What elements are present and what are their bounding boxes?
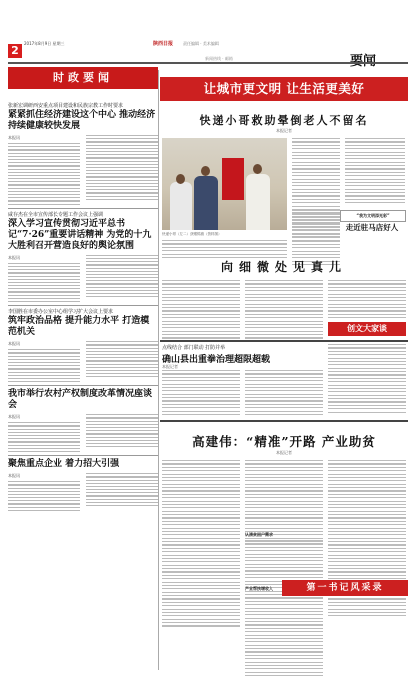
news-item [8, 389, 158, 452]
column-label: “我为文明添光彩” [340, 210, 406, 222]
story-title[interactable]: 向细微处见真儿 [220, 260, 347, 274]
column-tag: 创文大家谈 [328, 322, 406, 336]
news-headline[interactable]: 我市举行农村产权制度改革情况座谈会 [8, 389, 153, 411]
section-rule [160, 420, 408, 422]
story-subhead: 产业帮扶增收入 [245, 586, 273, 591]
column-title: 走近驻马店好人 [345, 223, 399, 232]
news-kicker: 李国胜在市委办公室中心组学习扩大会议上要求 [8, 309, 114, 316]
news-byline: 本报讯 [8, 254, 20, 260]
story-kicker: 点线结合 部门联动 打防并举 [162, 345, 226, 351]
news-item [8, 212, 158, 302]
news-item [8, 459, 158, 511]
newspaper-logo: 陕西日报 [153, 41, 174, 47]
news-item [8, 103, 158, 205]
editor-meta: 责任编辑 · 美术编辑 [183, 41, 219, 46]
news-item [8, 309, 158, 382]
column-tag: 第一书记风采录 [282, 580, 408, 596]
sidebar-news [8, 67, 158, 667]
story-byline: 本报记者 [162, 364, 178, 369]
news-headline[interactable]: 深入学习宣传贯彻习近平总书记“7·26”重要讲话精神 为党的十九大胜利召开营造良好的舆论氛围 [8, 218, 152, 251]
story-byline: 本报记者 [276, 128, 292, 133]
story-byline: 本报记者 [276, 450, 292, 455]
story-title[interactable]: 高建伟：“精准”开路 产业助贫 [192, 434, 376, 449]
news-photo [162, 138, 287, 230]
news-headline[interactable]: 筑牢政治品格 提升能力水平 打造模范机关 [8, 316, 150, 338]
story-title[interactable]: 快递小哥救助晕倒老人不留名 [199, 114, 369, 127]
news-byline: 本报讯 [8, 414, 20, 420]
contact-line: 新闻热线 · 邮箱 [205, 56, 233, 61]
news-byline: 本报讯 [8, 473, 20, 479]
section-title [350, 50, 376, 69]
issue-date: 2017年8月9日 星期三 [24, 41, 65, 46]
news-headline[interactable]: 紧紧抓住经济建设这个中心 推动经济持续健康较快发展 [8, 110, 156, 131]
campaign-banner: 让城市更文明 让生活更美好 [160, 77, 408, 101]
photo-caption: 快递小哥（左二）获赠锦旗（资料图） [162, 232, 222, 236]
news-kicker: 咸存杰在全市宣传部长专题工作会议上强调 [8, 211, 104, 218]
story-subhead: 认清贫困户需求 [245, 532, 273, 537]
page-number: 2 [8, 44, 22, 58]
header-rule [8, 62, 408, 64]
column-divider [158, 70, 159, 670]
section-rule [160, 340, 408, 342]
news-byline: 本报讯 [8, 341, 20, 347]
sidebar-heading: 时政要闻 [8, 67, 158, 89]
banner-pennant [222, 158, 244, 200]
news-byline: 本报讯 [8, 135, 20, 140]
news-headline[interactable]: 聚焦重点企业 着力招大引强 [8, 459, 120, 470]
news-kicker: 张新宏调研西安重点项目建设和民族宗教工作时要求 [8, 103, 124, 109]
story-title[interactable]: 确山县出重拳治理超限超载 [162, 355, 271, 365]
